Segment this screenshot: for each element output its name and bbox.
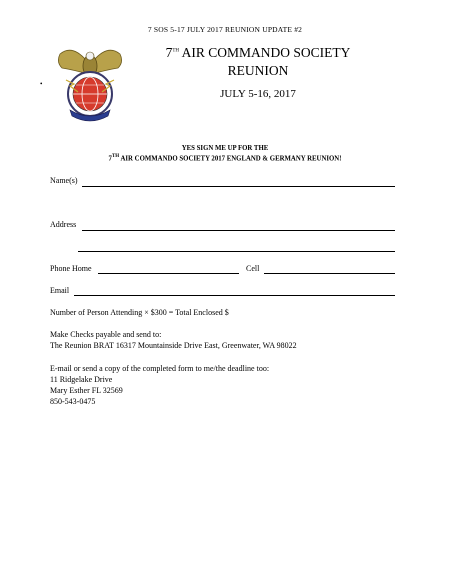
address-label: Address [50, 220, 77, 229]
contact-phone: 850-543-0475 [50, 397, 96, 406]
email-field[interactable] [74, 295, 395, 296]
cell-field[interactable] [264, 273, 395, 274]
attending-text: Number of Person Attending × $300 = Total Enclosed $ [50, 308, 229, 317]
cell-label: Cell [246, 264, 260, 273]
contact-instruction: E-mail or send a copy of the completed form to me/the deadline too: [50, 364, 270, 373]
email-label: Email [50, 286, 70, 295]
signup-heading: YES SIGN ME UP FOR THE [181, 145, 269, 152]
payment-address: The Reunion BRAT 16317 Mountainside Drive East, Greenwater, WA 98022 [50, 341, 297, 350]
name-row [50, 176, 78, 185]
reunion-dates: JULY 5-16, 2017 [220, 88, 296, 100]
phone-home-field[interactable] [98, 273, 239, 274]
name-label: Name(s) [50, 176, 78, 185]
address-row [50, 220, 76, 229]
header-top-line: 7 SOS 5-17 JULY 2017 REUNION UPDATE #2 [147, 25, 303, 34]
reunion-title-line1: 7TH AIR COMMANDO SOCIETY [165, 45, 351, 60]
address-field-line1[interactable] [82, 230, 395, 231]
email-row [50, 286, 69, 295]
phone-row [50, 264, 92, 273]
reunion-title-line2: REUNION [227, 63, 289, 78]
contact-city: Mary Esther FL 32569 [50, 386, 123, 395]
phone-home-label: Phone Home [50, 264, 92, 273]
address-field-line2[interactable] [78, 251, 395, 252]
eagle-emblem-icon [52, 44, 128, 124]
contact-street: 11 Ridgelake Drive [50, 375, 113, 384]
attending-row [50, 308, 229, 317]
name-field[interactable] [82, 186, 395, 187]
signup-subheading: 7TH AIR COMMANDO SOCIETY 2017 ENGLAND & GERMANY REUNION! [108, 154, 342, 163]
side-mark: • [40, 80, 43, 88]
payment-instruction: Make Checks payable and send to: [50, 330, 162, 339]
